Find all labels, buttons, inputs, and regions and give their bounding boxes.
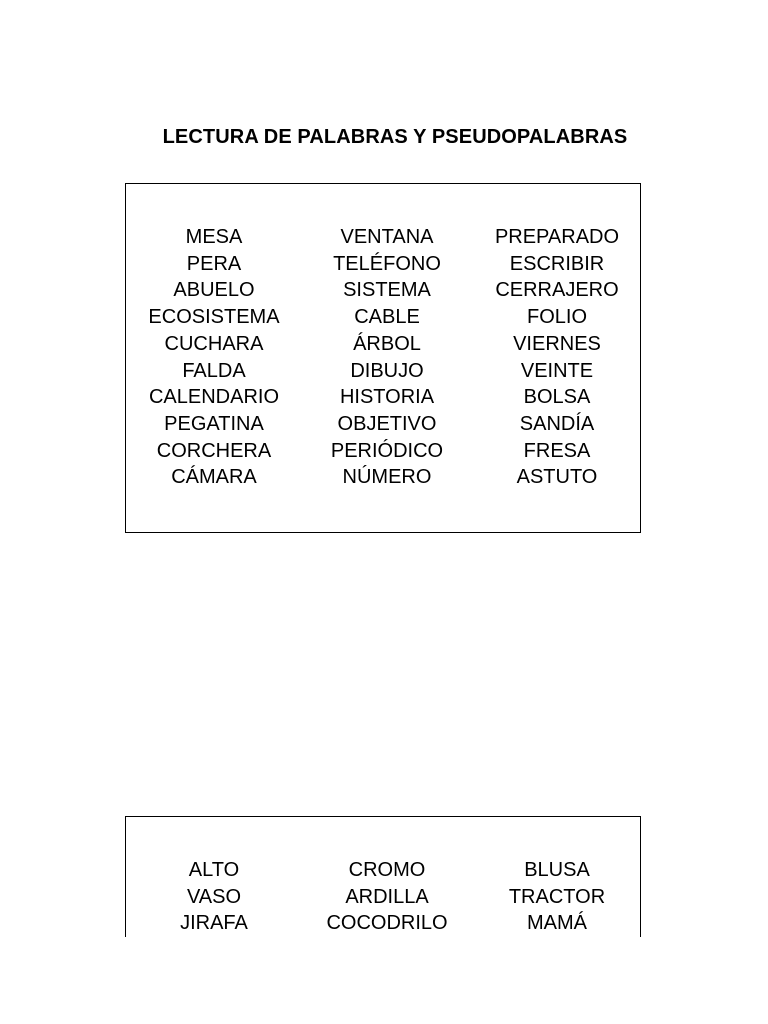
- word: CERRAJERO: [495, 279, 619, 302]
- word: VIERNES: [513, 332, 601, 355]
- word: SISTEMA: [343, 279, 431, 302]
- word: ECOSISTEMA: [148, 306, 280, 329]
- word: ASTUTO: [516, 466, 598, 489]
- word-list-box-2: [125, 816, 641, 937]
- word: PREPARADO: [494, 226, 620, 248]
- word: VEINTE: [520, 359, 594, 382]
- word: MESA: [185, 226, 243, 248]
- word: BLUSA: [524, 859, 590, 881]
- word: CÁMARA: [171, 466, 257, 489]
- word: PERIÓDICO: [330, 439, 444, 462]
- word: ALTO: [188, 859, 240, 881]
- word: VENTANA: [340, 226, 434, 248]
- word: ÁRBOL: [353, 332, 421, 355]
- word: JIRAFA: [180, 912, 248, 935]
- word: CABLE: [354, 306, 420, 329]
- word: ARDILLA: [345, 885, 429, 908]
- word: FRESA: [523, 439, 591, 462]
- word: CALENDARIO: [148, 386, 280, 409]
- word: PEGATINA: [164, 412, 264, 435]
- word: HISTORIA: [339, 386, 435, 409]
- word: SANDÍA: [519, 412, 595, 435]
- word: MAMÁ: [527, 912, 587, 935]
- word: DIBUJO: [350, 359, 424, 382]
- word: CUCHARA: [164, 332, 264, 355]
- word-column-2: [302, 857, 472, 937]
- word-column-3: [472, 857, 642, 937]
- word-column-1: [126, 857, 302, 937]
- word: VASO: [186, 885, 242, 908]
- word: NÚMERO: [342, 466, 432, 489]
- word: TELÉFONO: [333, 252, 441, 275]
- word: BOLSA: [523, 386, 591, 409]
- word: CROMO: [348, 859, 426, 881]
- word: TRACTOR: [508, 885, 606, 908]
- word: FOLIO: [526, 306, 587, 329]
- word: CORCHERA: [156, 439, 272, 462]
- word: OBJETIVO: [337, 412, 437, 435]
- page-title: LECTURA DE PALABRAS Y PSEUDOPALABRAS: [162, 126, 628, 148]
- word: ABUELO: [173, 279, 255, 302]
- word: PERA: [186, 252, 242, 275]
- word: FALDA: [182, 359, 246, 382]
- word: COCODRILO: [326, 912, 448, 935]
- word: ESCRIBIR: [509, 252, 605, 275]
